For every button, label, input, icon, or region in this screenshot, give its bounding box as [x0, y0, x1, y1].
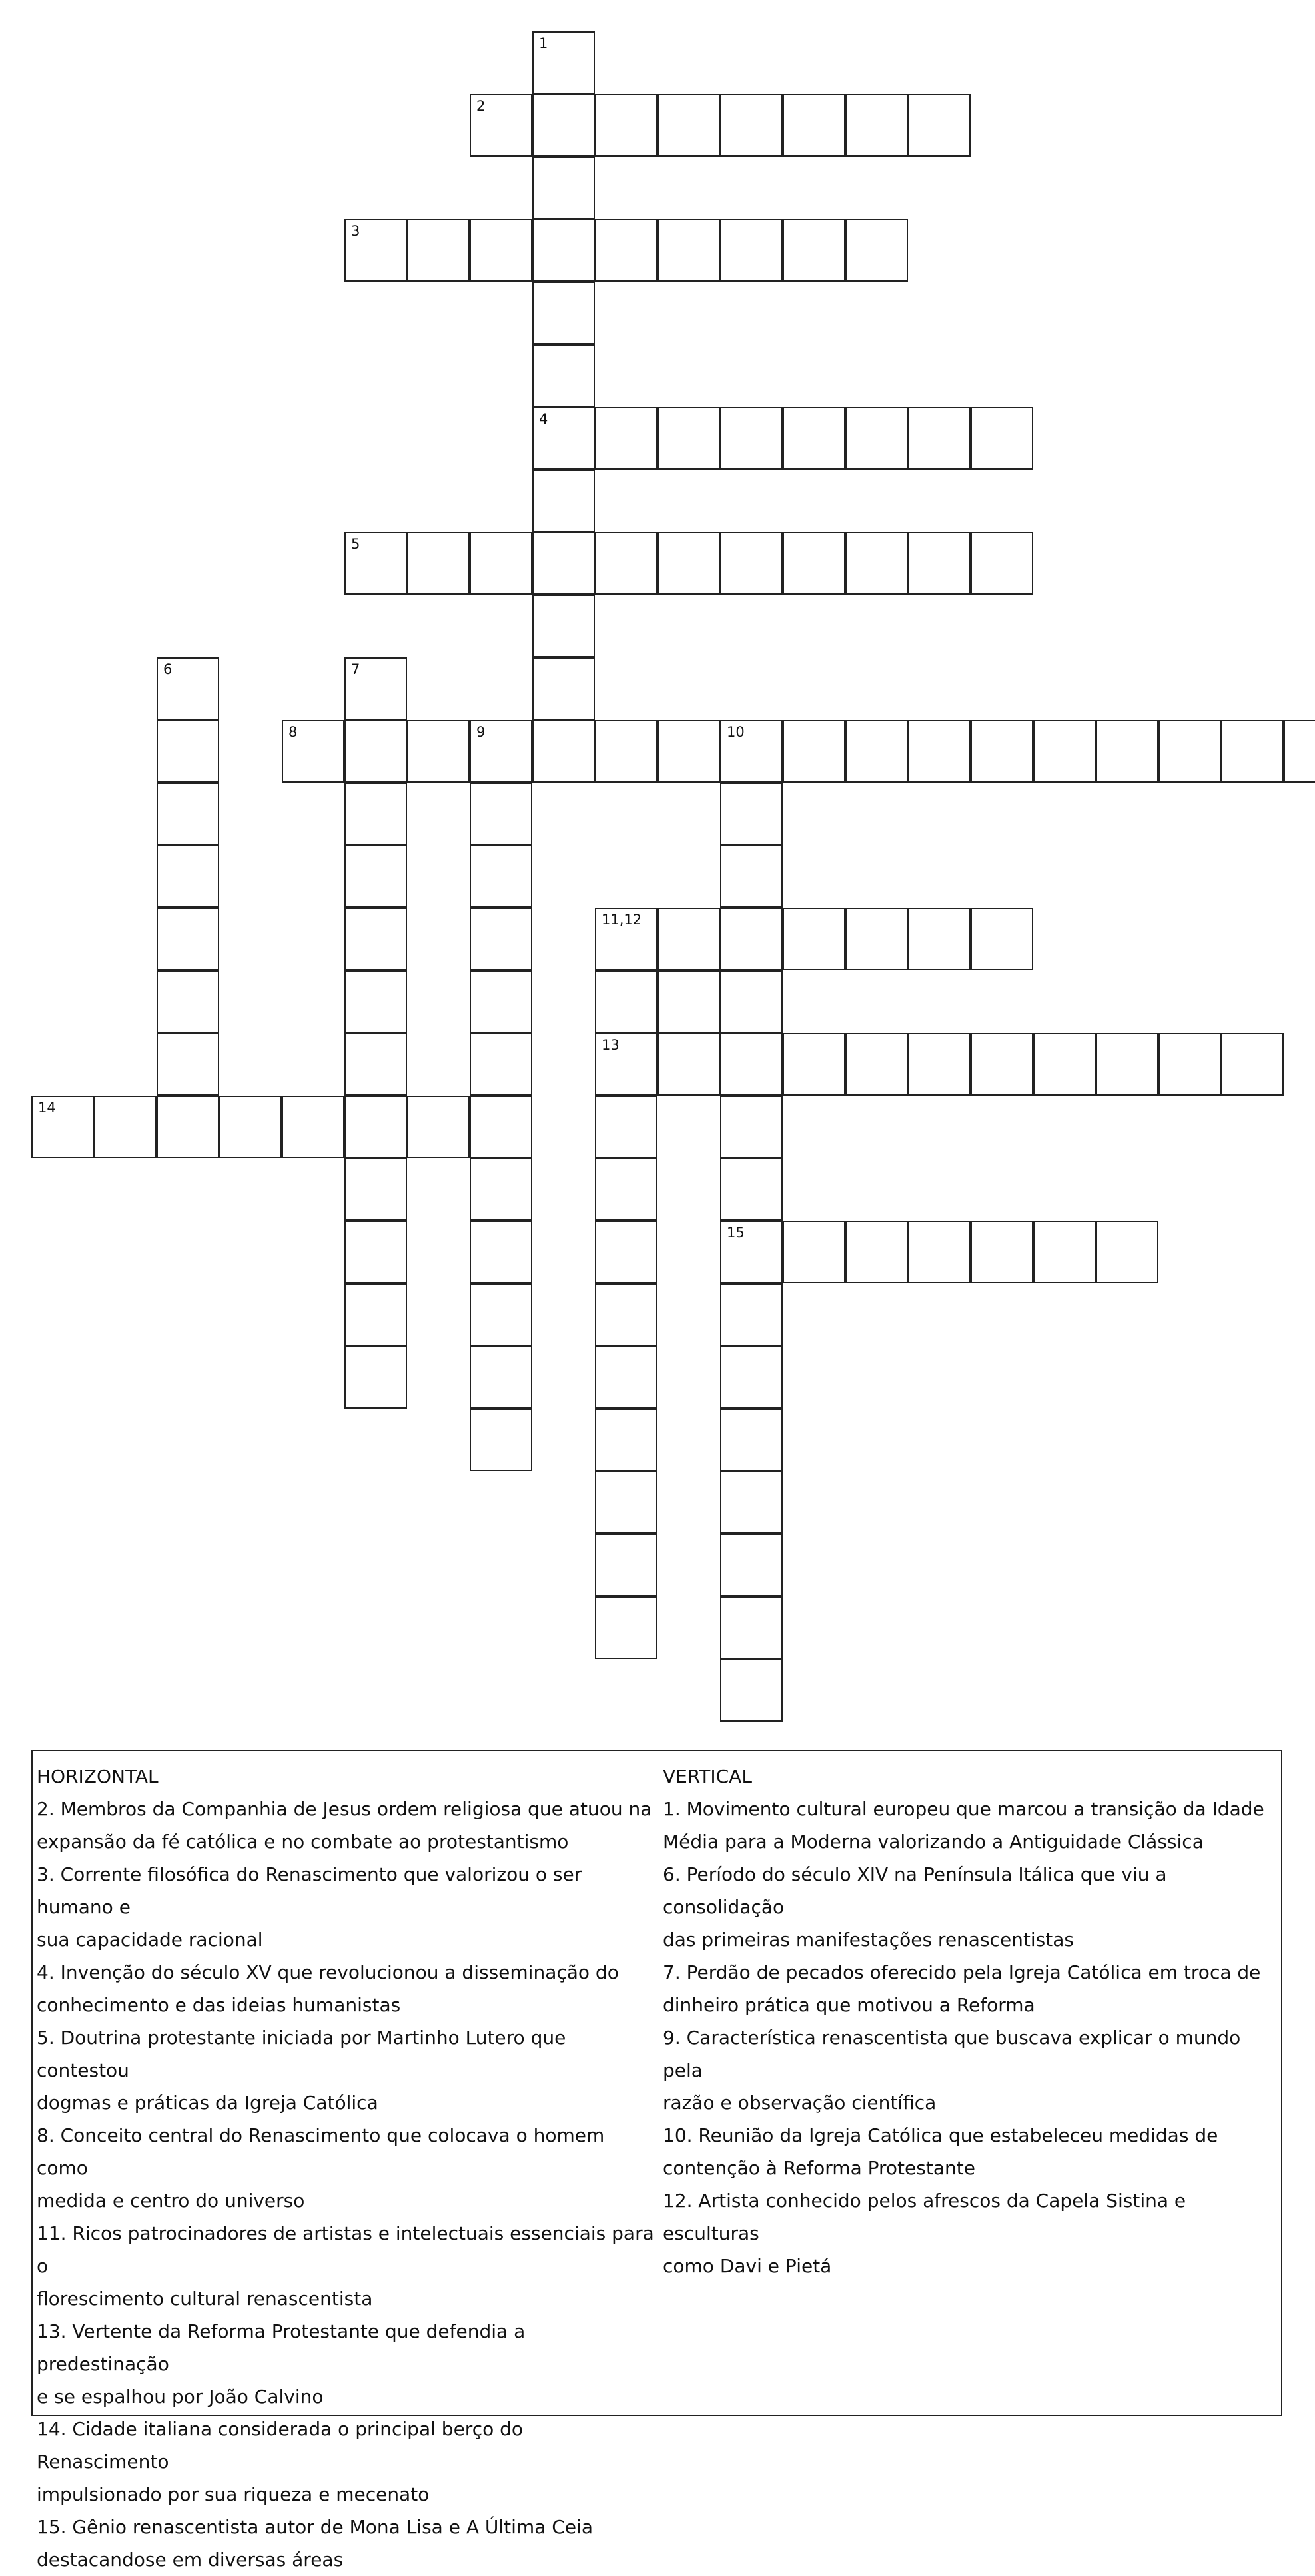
clue-line: dogmas e práticas da Igreja Católica: [37, 2092, 378, 2114]
grid-cell[interactable]: [658, 219, 720, 282]
clue-line: das primeiras manifestações renascentistas: [663, 1929, 1074, 1951]
grid-cell[interactable]: [845, 1033, 908, 1096]
grid-cell[interactable]: [658, 970, 720, 1033]
grid-cell[interactable]: [344, 1346, 407, 1409]
grid-cell[interactable]: [1221, 720, 1284, 783]
grid-cell[interactable]: [720, 1409, 783, 1471]
clue-line: contenção à Reforma Protestante: [663, 2157, 975, 2179]
grid-cell[interactable]: [532, 282, 595, 344]
grid-cell[interactable]: [971, 1221, 1033, 1283]
clue-line: 8. Conceito central do Renascimento que colocava o homem como: [37, 2124, 605, 2179]
grid-cell[interactable]: [908, 908, 971, 970]
grid-cell[interactable]: [720, 1283, 783, 1346]
grid-cell[interactable]: [845, 532, 908, 595]
grid-cell[interactable]: [595, 407, 658, 470]
grid-cell[interactable]: [157, 720, 219, 783]
clue-number: 3: [351, 223, 360, 239]
grid-cell[interactable]: [595, 1596, 658, 1659]
clue-line: razão e observação científica: [663, 2092, 937, 2114]
clue-line: 4. Invenção do século XV que revolucionou a disseminação do: [37, 1961, 619, 1983]
grid-cell[interactable]: [720, 1659, 783, 1722]
grid-cell[interactable]: [157, 845, 219, 908]
clues-box: [31, 1750, 1282, 2571]
grid-cell[interactable]: [783, 407, 845, 470]
grid-cell[interactable]: [470, 1409, 532, 1471]
grid-cell[interactable]: [344, 1033, 407, 1096]
grid-cell[interactable]: [532, 595, 595, 657]
vertical-heading: VERTICAL: [663, 1766, 752, 1787]
clue-number: 15: [727, 1225, 745, 1241]
grid-cell[interactable]: [845, 720, 908, 783]
grid-cell[interactable]: [157, 1096, 219, 1158]
grid-cell[interactable]: [720, 908, 783, 970]
grid-cell[interactable]: [344, 1283, 407, 1346]
grid-cell[interactable]: [470, 970, 532, 1033]
grid-cell[interactable]: [219, 1096, 282, 1158]
grid-cell[interactable]: [783, 908, 845, 970]
clue-number: 8: [288, 724, 298, 740]
clue-line: Média para a Moderna valorizando a Antiguidade Clássica: [663, 1831, 1204, 1853]
grid-cell[interactable]: [908, 407, 971, 470]
clue-line: impulsionado por sua riqueza e mecenato: [37, 2483, 430, 2505]
grid-cell[interactable]: [908, 1221, 971, 1283]
grid-cell[interactable]: [344, 908, 407, 970]
grid-cell[interactable]: [971, 532, 1033, 595]
clue-number: 1: [539, 35, 548, 51]
grid-cell[interactable]: [783, 1221, 845, 1283]
clue-number: 14: [38, 1100, 56, 1116]
grid-cell[interactable]: [658, 1033, 720, 1096]
grid-cell-numbered[interactable]: [595, 1033, 658, 1096]
grid-cell[interactable]: [595, 970, 658, 1033]
grid-cell-numbered[interactable]: [532, 31, 595, 94]
clue-number: 9: [476, 724, 486, 740]
grid-cell[interactable]: [595, 1158, 658, 1221]
clue-number: 6: [163, 661, 173, 677]
grid-cell[interactable]: [783, 94, 845, 157]
horizontal-clues: [37, 1760, 656, 2576]
grid-cell[interactable]: [971, 1033, 1033, 1096]
grid-cell[interactable]: [720, 1158, 783, 1221]
grid-cell[interactable]: [595, 219, 658, 282]
clue-line: 12. Artista conhecido pelos afrescos da Capela Sistina e esculturas: [663, 2190, 1186, 2244]
grid-cell[interactable]: [282, 1096, 344, 1158]
grid-cell[interactable]: [595, 720, 658, 783]
clue-line: dinheiro prática que motivou a Reforma: [663, 1994, 1035, 2016]
grid-cell[interactable]: [971, 908, 1033, 970]
grid-cell[interactable]: [1033, 720, 1096, 783]
grid-cell[interactable]: [720, 1596, 783, 1659]
grid-cell[interactable]: [1096, 1221, 1158, 1283]
clue-line: 15. Gênio renascentista autor de Mona Lisa e A Última Ceia: [37, 2516, 593, 2538]
grid-cell[interactable]: [532, 470, 595, 532]
grid-cell[interactable]: [344, 1221, 407, 1283]
grid-cell[interactable]: [470, 845, 532, 908]
grid-cell[interactable]: [720, 1033, 783, 1096]
grid-cell-numbered[interactable]: [595, 908, 658, 970]
grid-cell[interactable]: [658, 720, 720, 783]
clue-line: 2. Membros da Companhia de Jesus ordem religiosa que atuou na: [37, 1798, 652, 1820]
grid-cell[interactable]: [1221, 1033, 1284, 1096]
clue-number: 7: [351, 661, 360, 677]
grid-cell[interactable]: [157, 970, 219, 1033]
grid-cell[interactable]: [595, 532, 658, 595]
grid-cell[interactable]: [470, 1033, 532, 1096]
grid-cell[interactable]: [470, 783, 532, 845]
clue-line: conhecimento e das ideias humanistas: [37, 1994, 401, 2016]
grid-cell[interactable]: [157, 1033, 219, 1096]
grid-cell[interactable]: [845, 1221, 908, 1283]
grid-cell-numbered[interactable]: [157, 657, 219, 720]
grid-cell-numbered[interactable]: [344, 532, 407, 595]
grid-cell[interactable]: [845, 407, 908, 470]
grid-cell[interactable]: [1096, 1033, 1158, 1096]
clue-number: 5: [351, 536, 360, 552]
grid-cell[interactable]: [344, 720, 407, 783]
horizontal-heading: HORIZONTAL: [37, 1766, 159, 1787]
grid-cell[interactable]: [595, 1346, 658, 1409]
grid-cell[interactable]: [658, 407, 720, 470]
grid-cell[interactable]: [532, 720, 595, 783]
clue-line: 6. Período do século XIV na Península Itálica que viu a consolidação: [663, 1863, 1167, 1918]
grid-cell[interactable]: [1284, 720, 1315, 783]
grid-cell[interactable]: [532, 657, 595, 720]
grid-cell-numbered[interactable]: [31, 1096, 94, 1158]
grid-cell[interactable]: [1158, 720, 1221, 783]
grid-cell[interactable]: [908, 1033, 971, 1096]
grid-cell[interactable]: [595, 1096, 658, 1158]
grid-cell[interactable]: [595, 1471, 658, 1534]
grid-cell-numbered[interactable]: [470, 720, 532, 783]
grid-cell[interactable]: [908, 720, 971, 783]
grid-cell[interactable]: [595, 1221, 658, 1283]
grid-cell[interactable]: [470, 1096, 532, 1158]
grid-cell[interactable]: [720, 1471, 783, 1534]
clue-line: 11. Ricos patrocinadores de artistas e intelectuais essenciais para o: [37, 2222, 654, 2277]
grid-cell[interactable]: [470, 532, 532, 595]
clue-line: 1. Movimento cultural europeu que marcou a transição da Idade: [663, 1798, 1264, 1820]
grid-cell-numbered[interactable]: [344, 657, 407, 720]
clue-line: 5. Doutrina protestante iniciada por Martinho Lutero que contestou: [37, 2027, 566, 2081]
grid-cell[interactable]: [532, 344, 595, 407]
grid-cell[interactable]: [344, 1096, 407, 1158]
grid-cell[interactable]: [344, 970, 407, 1033]
clue-line: florescimento cultural renascentista: [37, 2288, 373, 2310]
grid-cell[interactable]: [720, 845, 783, 908]
clue-line: 14. Cidade italiana considerada o principal berço do Renascimento: [37, 2418, 524, 2473]
grid-cell[interactable]: [720, 219, 783, 282]
grid-cell[interactable]: [1158, 1033, 1221, 1096]
grid-cell-numbered[interactable]: [470, 94, 532, 157]
clue-line: 9. Característica renascentista que buscava explicar o mundo pela: [663, 2027, 1241, 2081]
grid-cell[interactable]: [344, 845, 407, 908]
vertical-clues: [663, 1760, 1282, 2282]
grid-cell[interactable]: [908, 532, 971, 595]
grid-cell[interactable]: [720, 1346, 783, 1409]
grid-cell-numbered[interactable]: [532, 407, 595, 470]
grid-cell[interactable]: [845, 219, 908, 282]
clue-number: 10: [727, 724, 745, 740]
grid-cell[interactable]: [1033, 1221, 1096, 1283]
clue-line: 7. Perdão de pecados oferecido pela Igreja Católica em troca de: [663, 1961, 1261, 1983]
grid-cell[interactable]: [658, 532, 720, 595]
grid-cell[interactable]: [532, 157, 595, 219]
grid-cell[interactable]: [971, 407, 1033, 470]
grid-cell[interactable]: [908, 94, 971, 157]
clue-number: 11,12: [602, 912, 642, 928]
grid-cell[interactable]: [720, 532, 783, 595]
grid-cell[interactable]: [344, 1158, 407, 1221]
grid-cell[interactable]: [720, 94, 783, 157]
grid-cell[interactable]: [658, 94, 720, 157]
clue-line: 3. Corrente filosófica do Renascimento que valorizou o ser humano e: [37, 1863, 582, 1918]
grid-cell-numbered[interactable]: [720, 720, 783, 783]
grid-cell[interactable]: [470, 219, 532, 282]
grid-cell[interactable]: [157, 783, 219, 845]
grid-cell[interactable]: [783, 720, 845, 783]
grid-cell[interactable]: [1096, 720, 1158, 783]
grid-cell[interactable]: [720, 407, 783, 470]
grid-cell[interactable]: [845, 94, 908, 157]
grid-cell-numbered[interactable]: [282, 720, 344, 783]
grid-cell[interactable]: [595, 1409, 658, 1471]
clue-line: sua capacidade racional: [37, 1929, 263, 1951]
grid-cell[interactable]: [783, 1033, 845, 1096]
grid-cell-numbered[interactable]: [720, 1221, 783, 1283]
grid-cell[interactable]: [720, 1534, 783, 1596]
grid-cell[interactable]: [470, 1221, 532, 1283]
grid-cell[interactable]: [720, 970, 783, 1033]
clue-line: 13. Vertente da Reforma Protestante que defendia a predestinação: [37, 2320, 526, 2375]
grid-cell[interactable]: [157, 908, 219, 970]
grid-cell[interactable]: [1033, 1033, 1096, 1096]
grid-cell[interactable]: [783, 532, 845, 595]
grid-cell[interactable]: [532, 219, 595, 282]
grid-cell[interactable]: [470, 1346, 532, 1409]
grid-cell[interactable]: [407, 532, 470, 595]
grid-cell-numbered[interactable]: [344, 219, 407, 282]
grid-cell[interactable]: [470, 908, 532, 970]
grid-cell[interactable]: [595, 94, 658, 157]
grid-cell[interactable]: [470, 1158, 532, 1221]
grid-cell[interactable]: [595, 1534, 658, 1596]
grid-cell[interactable]: [344, 783, 407, 845]
grid-cell[interactable]: [407, 720, 470, 783]
clue-number: 2: [476, 98, 486, 114]
clue-line: 10. Reunião da Igreja Católica que estabeleceu medidas de: [663, 2124, 1218, 2146]
clue-number: 13: [602, 1037, 620, 1053]
grid-cell[interactable]: [532, 94, 595, 157]
grid-cell[interactable]: [532, 532, 595, 595]
grid-cell[interactable]: [971, 720, 1033, 783]
grid-cell[interactable]: [407, 1096, 470, 1158]
grid-cell[interactable]: [94, 1096, 157, 1158]
clue-line: como Davi e Pietá: [663, 2255, 832, 2277]
grid-cell[interactable]: [658, 908, 720, 970]
clue-number: 4: [539, 411, 548, 427]
clue-line: medida e centro do universo: [37, 2190, 305, 2212]
grid-cell[interactable]: [845, 908, 908, 970]
clue-line: destacandose em diversas áreas: [37, 2549, 344, 2571]
grid-cell[interactable]: [407, 219, 470, 282]
grid-cell[interactable]: [783, 219, 845, 282]
grid-cell[interactable]: [470, 1283, 532, 1346]
grid-cell[interactable]: [595, 1283, 658, 1346]
grid-cell[interactable]: [720, 783, 783, 845]
clue-line: e se espalhou por João Calvino: [37, 2386, 324, 2408]
clue-line: expansão da fé católica e no combate ao protestantismo: [37, 1831, 569, 1853]
grid-cell[interactable]: [720, 1096, 783, 1158]
